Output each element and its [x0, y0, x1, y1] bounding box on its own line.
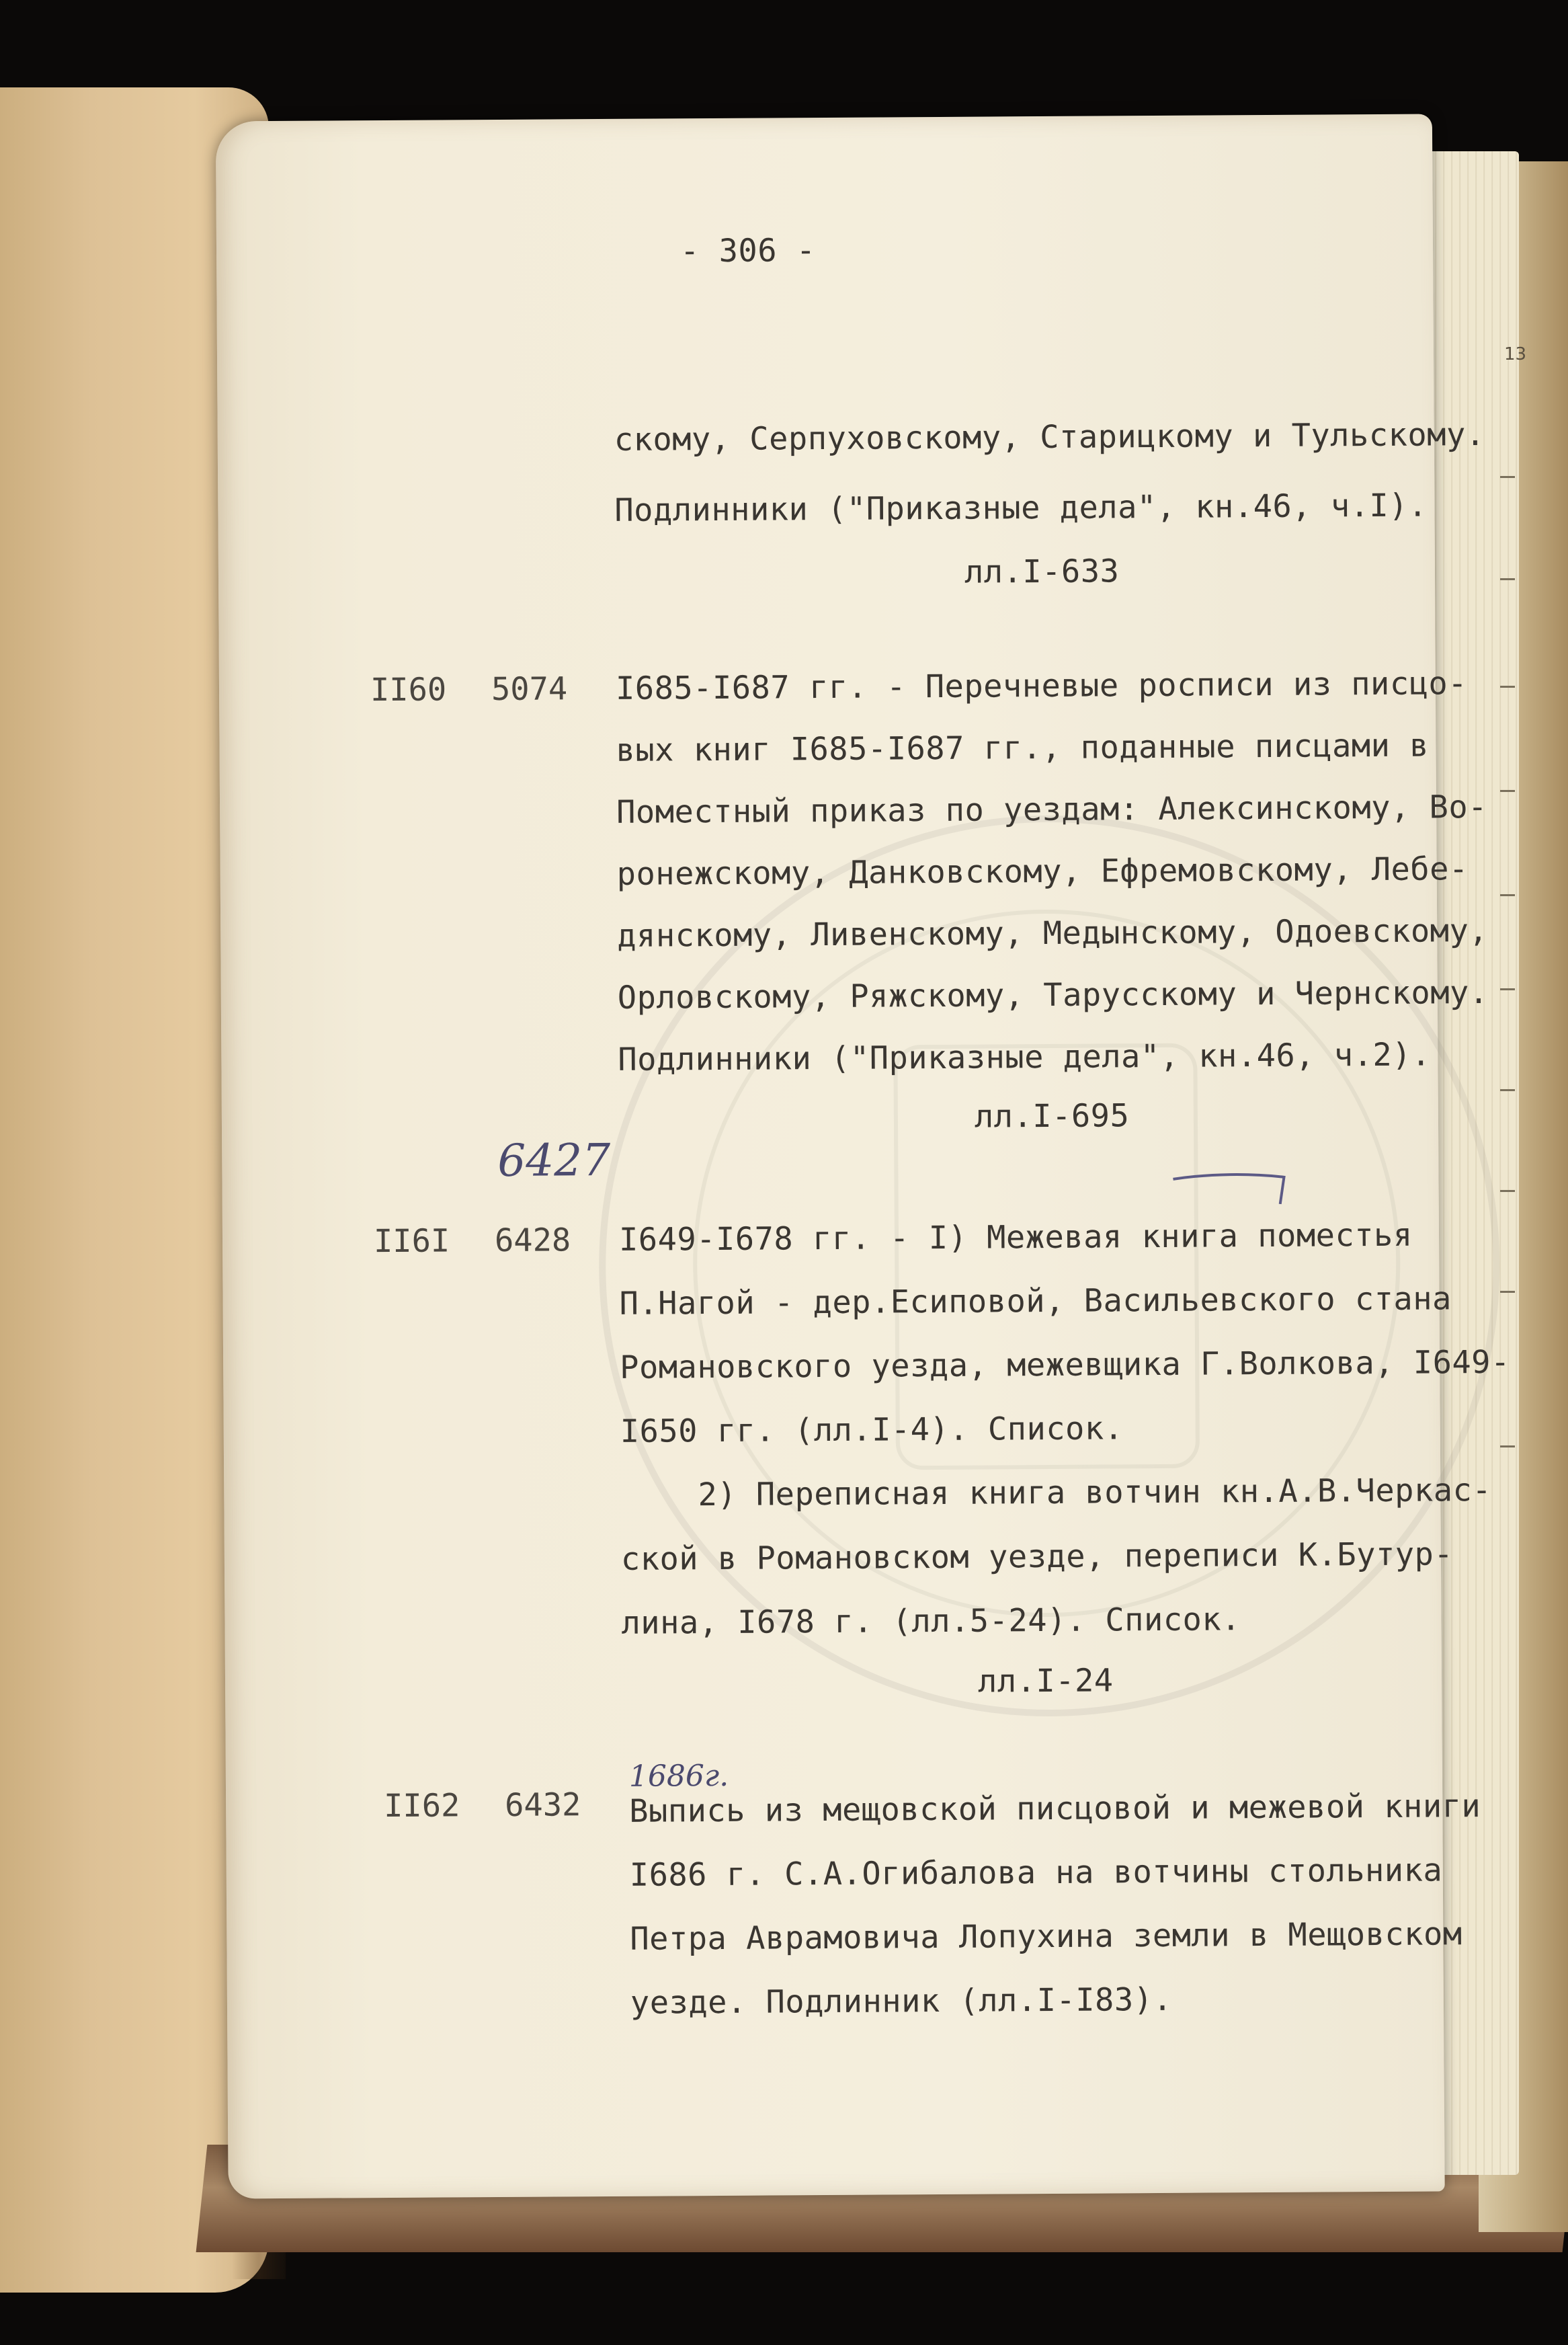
entry-line: I685-I687 гг. - Перечневые росписи из писцо- [615, 665, 1468, 707]
entry-line: вых книг I685-I687 гг., поданные писцами в [616, 727, 1430, 769]
entry-line: I649-I678 гг. - I) Межевая книга поместья [618, 1216, 1413, 1259]
entry-line: уезде. Подлинник (лл.I-I83). [630, 1981, 1173, 2022]
continuation-folios: лл.I-633 [964, 553, 1120, 591]
entry-number: II60 [370, 671, 447, 709]
pen-mark [1169, 1164, 1290, 1211]
entry-line: Поместный приказ по уездам: Алексинскому, Во- [616, 788, 1488, 831]
edge-tick [1500, 578, 1515, 580]
entry-number: II6I [373, 1222, 450, 1261]
entry-line: ской в Романовском уезде, переписи К.Бутур- [620, 1536, 1454, 1578]
entry-line: ронежскому, Данковскому, Ефремовскому, Лебе- [616, 850, 1469, 893]
entry-line: I686 г. С.А.Огибалова на вотчины стольника [629, 1852, 1443, 1894]
entry-line: Петра Аврамовича Лопухина земли в Мещовском [630, 1915, 1462, 1958]
page-number: - 306 - [679, 232, 816, 270]
edge-tick [1500, 790, 1515, 792]
entry-line: 2) Переписная книга вотчин кн.А.В.Черкас- [620, 1471, 1492, 1514]
document-page [216, 114, 1510, 2198]
edge-tick [1500, 1089, 1515, 1091]
entry-line: Орловскому, Ряжскому, Тарусскому и Чернскому. [617, 973, 1489, 1017]
entry-code: 6432 [504, 1786, 581, 1824]
edge-tick [1500, 476, 1515, 478]
entry-line: лина, I678 г. (лл.5-24). Список. [621, 1601, 1241, 1642]
edge-tick [1500, 1445, 1515, 1447]
entry-line: Подлинники ("Приказные дела", кн.46, ч.2). [618, 1036, 1431, 1078]
entry-folios: лл.I-695 [974, 1097, 1130, 1136]
entry-folios: лл.I-24 [977, 1662, 1114, 1700]
edge-tick [1500, 1291, 1515, 1293]
entry-line: Романовского уезда, межевщика Г.Волкова, I649- [620, 1343, 1510, 1386]
edge-tick [1500, 686, 1515, 688]
continuation-line: скому, Серпуховскому, Старицкому и Тульскому. [614, 415, 1485, 459]
entry-code: 5074 [491, 670, 568, 709]
entry-line: П.Нагой - дер.Есиповой, Васильевского стана [619, 1280, 1452, 1322]
edge-tick [1500, 894, 1515, 896]
edge-tick [1500, 1190, 1515, 1192]
entry-line: дянскому, Ливенскому, Медынскому, Одоевскому, [617, 912, 1489, 955]
continuation-line: Подлинники ("Приказные дела", кн.46, ч.I). [614, 487, 1428, 529]
entry-code: 6428 [494, 1222, 571, 1260]
handwritten-code: 6427 [497, 1134, 611, 1187]
entry-line: I650 гг. (лл.I-4). Список. [620, 1410, 1124, 1450]
edge-page-number: 13 [1504, 344, 1527, 364]
handwritten-year: 1686г. [628, 1758, 729, 1794]
edge-tick [1500, 988, 1515, 990]
entry-line: Выпись из мещовской писцовой и межевой книги [629, 1788, 1481, 1830]
entry-number: II62 [383, 1787, 460, 1825]
